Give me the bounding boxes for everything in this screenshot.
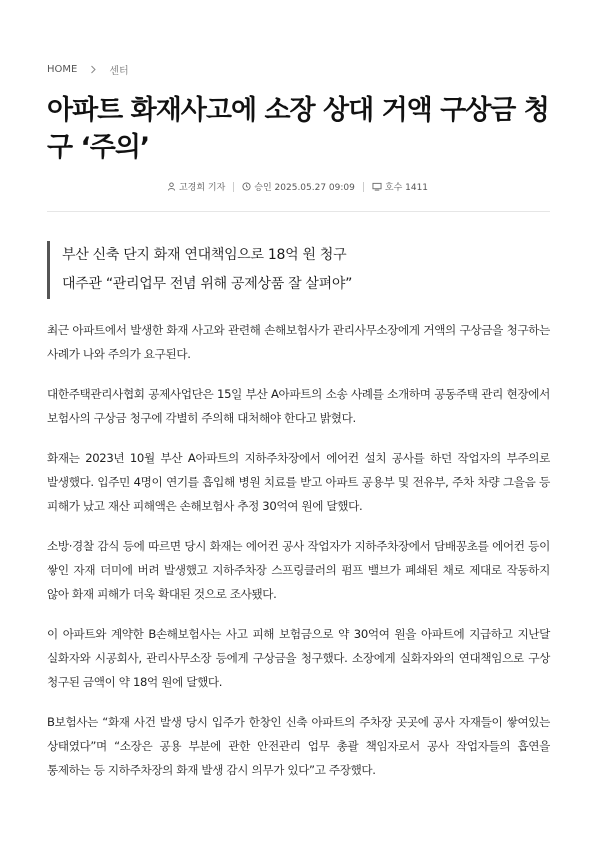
body-paragraph: 소방·경찰 감식 등에 따르면 당시 화재는 에어컨 공사 작업자가 지하주차장에서 담배꽁초를 에어컨 등이 쌓인 자재 더미에 버려 발생했고 지하주차장 스프링클러의 펌프 밸브가 폐쇄된 채로 제대로 작동하지 않아 화재 피해가 더욱 확대된 것으로 조사됐다. — [47, 539, 550, 601]
body-paragraph: 화재는 2023년 10월 부산 A아파트의 지하주차장에서 에어컨 설치 공사를 하던 작업자의 부주의로 발생했다. 입주민 4명이 연기를 흡입해 병원 치료를 받고 아파트 공용부 및 전유부, 주차 차량 그을음 등 피해가 났고 재산 피해액은 손해보험사 추정 30억여 원에 달했다. — [47, 451, 550, 513]
body-paragraph: 이 아파트와 계약한 B손해보험사는 사고 피해 보험금으로 약 30억여 원을 아파트에 지급하고 지난달 실화자와 시공회사, 관리사무소장 등에게 구상금을 청구했다. 소장에게 실화자와의 연대책임으로 구상 청구된 금액이 약 18억 원에 달했다. — [47, 627, 550, 689]
meta-author — [167, 180, 225, 193]
approved-datetime: 승인 2025.05.27 09:09 — [254, 183, 355, 193]
meta-divider — [363, 182, 364, 192]
article-meta — [0, 180, 595, 193]
meta-approved — [242, 180, 355, 193]
body-paragraph: 대한주택관리사협회 공제사업단은 15일 부산 A아파트의 소송 사례를 소개하며 공동주택 관리 현장에서 보험사의 구상금 청구에 각별히 주의해 대처해야 한다고 밝혔다. — [47, 387, 550, 425]
breadcrumb — [47, 62, 129, 77]
subtitle-line-2: 대주관 “관리업무 전념 위해 공제상품 잘 살펴야” — [62, 276, 353, 292]
clock-icon — [242, 182, 251, 191]
article-subtitle — [47, 241, 352, 299]
subtitle-line-1: 부산 신축 단지 화재 연대책임으로 18억 원 청구 — [62, 247, 347, 263]
person-icon — [167, 182, 176, 191]
article-body — [47, 318, 550, 798]
body-paragraph: B보험사는 “화재 사건 발생 당시 입주가 한창인 신축 아파트의 주차장 곳곳에 공사 자재들이 쌓여있는 상태였다”며 “소장은 공용 부분에 관한 안전관리 업무 총괄 책임자로서 공사 작업자들의 흡연을 통제하는 등 지하주차장의 화재 발생 감시 의무가 있다”고 주장했다. — [47, 715, 550, 777]
issue-number: 호수 1411 — [384, 183, 429, 193]
article-title: 아파트 화재사고에 소장 상대 거액 구상금 청구 ‘주의’ — [47, 95, 549, 163]
breadcrumb-home-link[interactable]: HOME — [47, 64, 78, 75]
meta-issue — [372, 180, 428, 193]
meta-divider — [233, 182, 234, 192]
body-paragraph: 최근 아파트에서 발생한 화재 사고와 관련해 손해보험사가 관리사무소장에게 거액의 구상금을 청구하는 사례가 나와 주의가 요구된다. — [47, 323, 550, 361]
header-divider — [47, 211, 550, 212]
author-name[interactable]: 고경희 기자 — [178, 183, 226, 193]
chevron-right-icon — [87, 64, 99, 76]
newspaper-icon — [372, 182, 382, 191]
breadcrumb-current-link[interactable]: 센터 — [109, 66, 129, 77]
